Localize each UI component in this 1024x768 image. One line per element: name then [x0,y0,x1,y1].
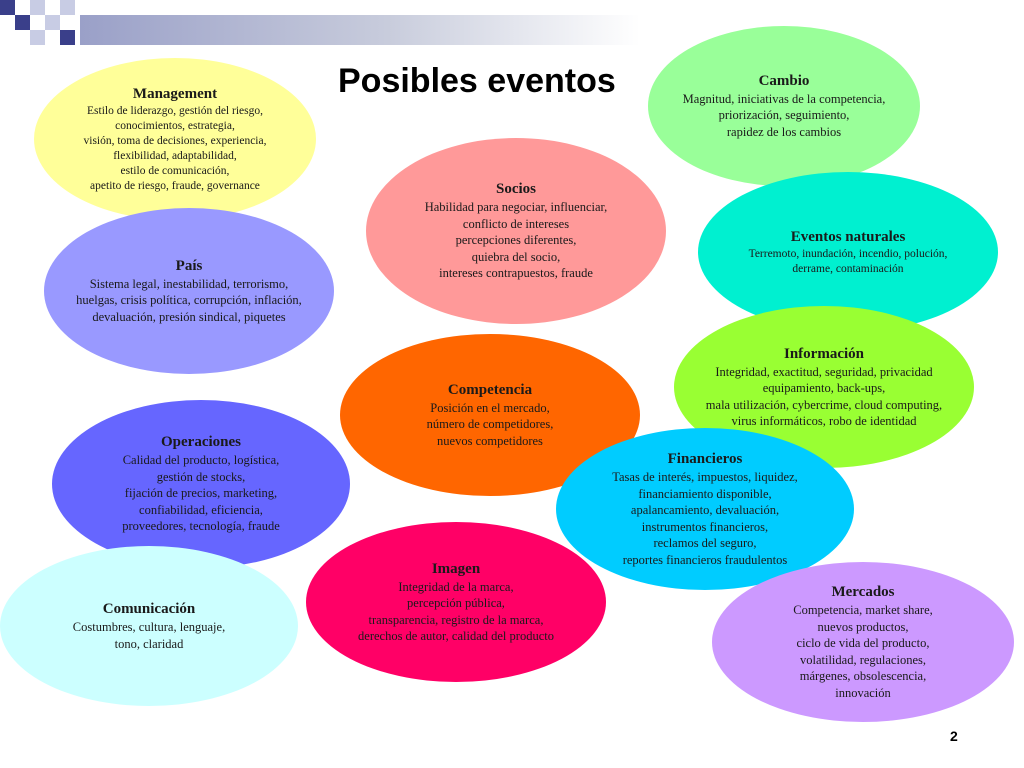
header-gradient-bar [80,15,640,45]
financieros-text: Tasas de interés, impuestos, liquidez, financiamiento disponible, apalancamiento, devaluación, instrumentos financieros, reclamos del seguro, reportes financieros fraudulentos [612,470,798,567]
financieros-bubble [556,428,854,590]
decor-square [30,0,45,15]
eventos-naturales-text: Terremoto, inundación, incendio, polución, derrame, contaminación [748,247,948,275]
cambio-title: Cambio [758,72,810,89]
financieros-title: Financieros [667,451,743,467]
pais-title: País [175,257,203,274]
operaciones-title: Operaciones [161,434,241,451]
decor-square [45,15,60,30]
eventos-naturales-title: Eventos naturales [790,228,906,245]
slide-title: Posibles eventos [338,62,616,100]
imagen-title: Imagen [431,560,481,577]
pais-bubble [44,208,334,374]
socios-text: Habilidad para negociar, influenciar, conflicto de intereses percepciones diferentes, quiebra del socio, intereses contrapuestos, fraude [424,200,608,281]
socios-title: Socios [495,181,536,198]
informacion-text: Integridad, exactitud, seguridad, privacidad equipamiento, back-ups, mala utilización, cybercrime, cloud computing, virus informáticos, robo de identidad [705,364,943,428]
decor-square [60,30,75,45]
competencia-text: Posición en el mercado, número de competidores, nuevos competidores [426,400,554,448]
socios-bubble [366,138,666,324]
decor-square [30,30,45,45]
competencia-title: Competencia [447,381,533,398]
cambio-bubble [648,26,920,186]
imagen-text: Integridad de la marca, percepción pública, transparencia, registro de la marca, derechos de autor, calidad del producto [358,579,554,643]
comunicacion-text: Costumbres, cultura, lenguaje, tono, claridad [72,620,226,651]
mercados-bubble [712,562,1014,722]
management-text: Estilo de liderazgo, gestión del riesgo, conocimientos, estrategia, visión, toma de decisiones, experiencia, flexibilidad, adaptabilidad, estilo de comunicación, apetito de riesgo, fraude, governance [83,104,267,192]
informacion-title: Información [784,345,864,362]
management-title: Management [132,85,218,102]
comunicacion-bubble [0,546,298,706]
operaciones-bubble [52,400,350,568]
decor-square [15,15,30,30]
pais-text: Sistema legal, inestabilidad, terrorismo, huelgas, crisis política, corrupción, inflación, devaluación, presión sindical, piquetes [76,276,302,324]
cambio-text: Magnitud, iniciativas de la competencia, priorización, seguimiento, rapidez de los cambios [682,91,886,139]
operaciones-text: Calidad del producto, logística, gestión de stocks, fijación de precios, marketing, confiabilidad, eficiencia, proveedores, tecnología, fraude [122,453,280,534]
mercados-text: Competencia, market share, nuevos productos, ciclo de vida del producto, volatilidad, regulaciones, márgenes, obsolescencia, innovación [793,603,933,700]
decor-square [60,0,75,15]
mercados-title: Mercados [831,584,895,600]
comunicacion-title: Comunicación [102,601,196,617]
management-bubble [34,58,316,220]
imagen-bubble [306,522,606,682]
decor-square [0,0,15,15]
page-number: 2 [950,728,958,744]
